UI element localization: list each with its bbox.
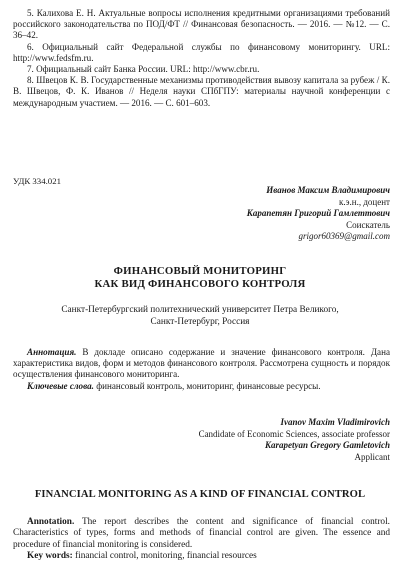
abstract-label: Annotation. [27,517,75,527]
keywords-text: financial control, monitoring, financial resources [72,550,257,561]
reference-item: 7. Официальный сайт Банка России. URL: http://www.cbr.ru. [27,64,260,75]
abstract-paragraph [13,347,390,381]
paper-title-ru [0,265,400,291]
reference-item: 5. Калихова Е. Н. Актуальные вопросы исполнения кредитными организациями требований российского законодательства по ПОД/ФТ // Финансовая безопасность. — 2016. — №12. — С. 36–42. [13,8,390,41]
author-degree: к.э.н., доцент [339,196,390,207]
abstract-paragraph [13,517,390,551]
affiliation-line: Санкт-Петербург, Россия [150,316,250,327]
author-name: Ivanov Maxim Vladimirovich [280,417,390,427]
author-name: Карапетян Григорий Гамлеттович [246,208,390,218]
title-line: КАК ВИД ФИНАНСОВОГО КОНТРОЛЯ [94,278,306,290]
udk-code: УДК 334.021 [13,176,61,186]
author-role: Соискатель [346,219,390,230]
author-email: grigor60369@gmail.com [298,231,390,241]
paper-title-en: FINANCIAL MONITORING AS A KIND OF FINANCIAL CONTROL [34,489,366,500]
abstract-label: Аннотация. [27,347,77,357]
authors-block-en [90,417,390,463]
affiliation [0,305,400,328]
author-name: Karapetyan Gregory Gamletovich [265,440,390,450]
abstract-text: В докладе описано содержание и значение финансового контроля. Дана характеристика видов, форм и методов финансового контроля. Рассмотрена сущность и порядок осуществления финансового мониторинга. [13,347,390,380]
title-line: ФИНАНСОВЫЙ МОНИТОРИНГ [113,265,287,277]
authors-block-ru [130,185,390,243]
reference-list [13,8,390,109]
abstract-text: The report describes the content and significance of financial control. Characteristics of types, forms and methods of financial control are given. The essence and procedure of financial monitoring is considered. [13,517,390,550]
reference-item: 6. Официальный сайт Федеральной службы по финансовому мониторингу. URL: http://www.fedsfm.ru. [13,41,390,63]
keywords-text: финансовый контроль, мониторинг, финансовые ресурсы. [93,380,321,391]
keywords-label: Key words: [27,550,73,561]
keywords-paragraph [13,381,390,392]
author-role: Applicant [354,451,390,462]
reference-item: 8. Швецов К. В. Государственные механизмы противодействия вывозу капитала за рубеж / К. В. Швецов, Ф. К. Иванов // Неделя науки СПбГПУ: материалы научной конференции с международным участием. — 2016. — С. 601–603. [13,75,390,108]
keywords-paragraph [13,551,390,562]
author-name: Иванов Максим Владимирович [266,185,390,195]
author-degree: Candidate of Economic Sciences, associate professor [198,428,390,439]
keywords-label: Ключевые слова. [27,380,94,391]
abstract-en [13,517,390,562]
abstract-ru [13,347,390,392]
affiliation-line: Санкт-Петербургский политехнический университет Петра Великого, [61,305,339,315]
